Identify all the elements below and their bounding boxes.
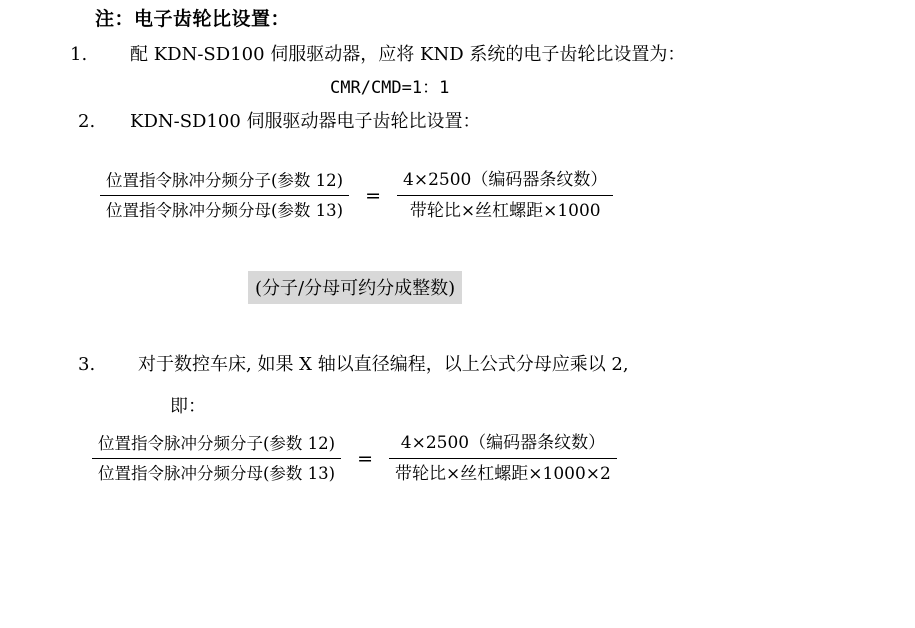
equation-1-right-fraction [397, 165, 613, 227]
cmr-cmd-formula: CMR/CMD=1：1 [330, 78, 450, 98]
equation-2 [92, 428, 617, 490]
equation-2-right-numerator: 4×2500（编码器条纹数） [400, 433, 606, 453]
equation-2-left-numerator: 位置指令脉冲分频分子(参数 12) [98, 433, 336, 453]
equation-2-left-fraction [92, 429, 341, 489]
list-item-2-text: KDN-SD100 伺服驱动器电子齿轮比设置： [130, 111, 481, 132]
list-item-3 [78, 350, 629, 376]
list-item-2 [78, 107, 481, 133]
equation-1 [100, 165, 613, 227]
equation-2-right-fraction [389, 428, 617, 490]
equation-1-equals-sign: = [365, 184, 382, 207]
list-item-2-number: 2. [78, 111, 96, 132]
equation-2-right-denominator: 带轮比×丝杠螺距×1000×2 [395, 464, 611, 485]
ji-line: 即： [170, 396, 206, 417]
list-item-1-text: 配 KDN-SD100 伺服驱动器，应将 KND 系统的电子齿轮比设置为： [130, 44, 686, 65]
equation-2-equals-sign: = [357, 447, 374, 470]
list-item-1 [70, 40, 685, 66]
list-item-3-text: 对于数控车床, 如果 X 轴以直径编程，以上公式分母应乘以 2, [138, 354, 629, 375]
equation-1-left-denominator: 位置指令脉冲分频分母(参数 13) [106, 201, 344, 221]
list-item-1-number: 1. [70, 44, 88, 65]
equation-1-left-numerator: 位置指令脉冲分频分子(参数 12) [106, 170, 344, 190]
equation-1-right-denominator: 带轮比×丝杠螺距×1000 [409, 201, 601, 222]
note-highlight: (分子/分母可约分成整数) [248, 271, 462, 304]
page-title: 注：电子齿轮比设置： [95, 8, 291, 30]
equation-1-right-numerator: 4×2500（编码器条纹数） [403, 170, 608, 190]
list-item-3-number: 3. [78, 354, 96, 375]
equation-2-left-denominator: 位置指令脉冲分频分母(参数 13) [98, 464, 336, 484]
equation-1-left-fraction [100, 166, 349, 226]
